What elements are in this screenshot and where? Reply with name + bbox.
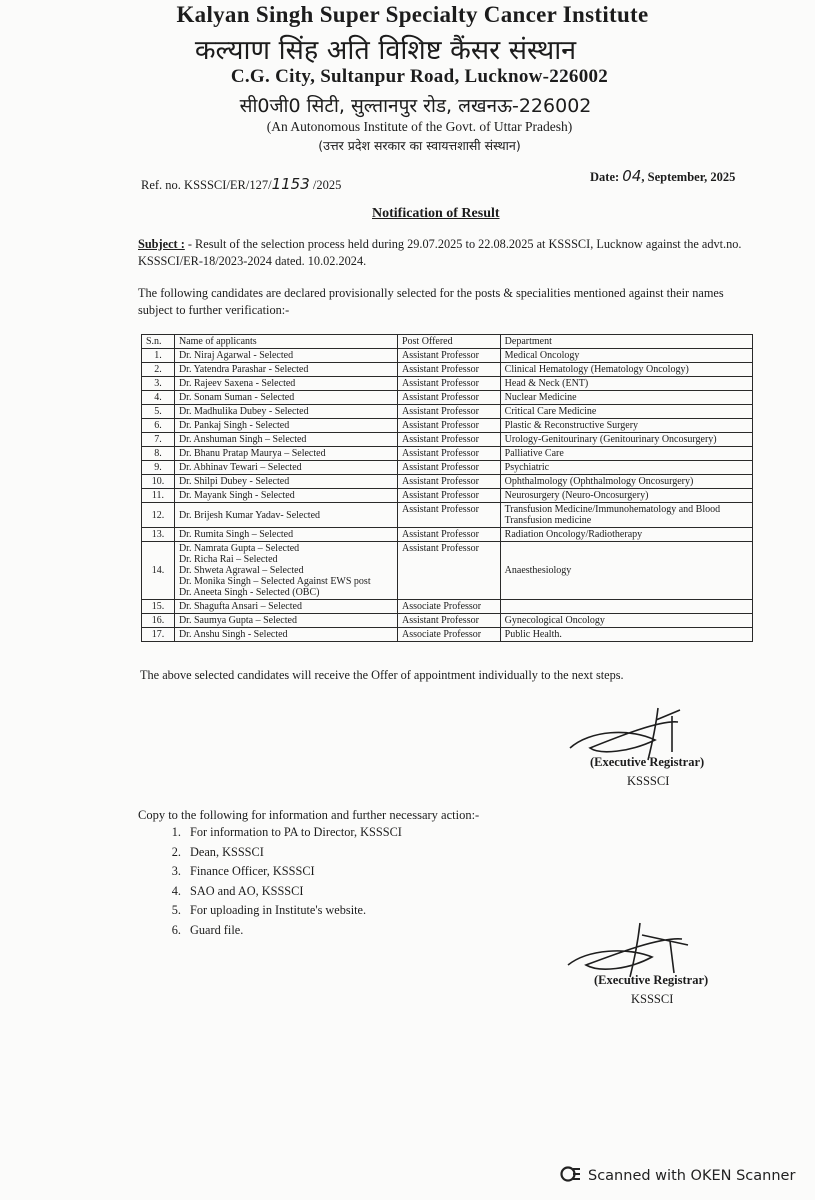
institute-address-english: C.G. City, Sultanpur Road, Lucknow-226002	[230, 66, 609, 87]
cell-post: Assistant Professor	[397, 405, 500, 419]
document-title: Notification of Result	[372, 206, 500, 221]
applicant-name: Dr. Shilpi Dubey - Selected	[178, 476, 290, 487]
signatory-role-2: (Executive Registrar)	[594, 973, 709, 987]
applicant-name: Dr. Madhulika Dubey - Selected	[178, 406, 309, 417]
institute-address-hindi: सी0जी0 सिटी, सुल्तानपुर रोड, लखनऊ-226002	[239, 95, 592, 117]
cell-department: Public Health.	[500, 628, 752, 642]
table-row	[142, 542, 753, 600]
cell-sn: 14.	[142, 542, 175, 600]
applicant-name: Dr. Shagufta Ansari – Selected	[178, 601, 302, 612]
cell-sn: 12.	[142, 503, 175, 528]
cell-department: Head & Neck (ENT)	[500, 377, 752, 391]
applicant-name: Dr. Aneeta Singh - Selected (OBC)	[178, 587, 320, 598]
cell-names	[174, 503, 397, 528]
closing-statement: The above selected candidates will receive the Offer of appointment individually to the next steps.	[140, 668, 624, 682]
list-item: 6. Guard file.	[184, 921, 402, 941]
signature-block-1	[560, 700, 760, 800]
reference-number	[141, 175, 341, 193]
subject-label: Subject :	[138, 237, 185, 251]
table-row	[142, 528, 753, 542]
cell-post: Assistant Professor	[397, 489, 500, 503]
applicant-name: Dr. Rumita Singh – Selected	[178, 529, 294, 540]
table-row	[142, 600, 753, 614]
cell-department: Clinical Hematology (Hematology Oncology)	[500, 363, 752, 377]
cell-names	[174, 542, 397, 600]
cell-names	[174, 461, 397, 475]
cell-sn: 1.	[142, 349, 175, 363]
cell-department: Nuclear Medicine	[500, 391, 752, 405]
cell-names	[174, 391, 397, 405]
cell-sn: 16.	[142, 614, 175, 628]
cell-sn: 10.	[142, 475, 175, 489]
applicant-name: Dr. Abhinav Tewari – Selected	[178, 462, 302, 473]
signatory-org-2: KSSSCI	[631, 992, 674, 1006]
table-row	[142, 461, 753, 475]
list-item: 1. For information to PA to Director, KSSSCI	[184, 823, 402, 843]
cell-post: Assistant Professor	[397, 475, 500, 489]
cell-department: Urology-Genitourinary (Genitourinary Oncosurgery)	[500, 433, 752, 447]
cell-names	[174, 475, 397, 489]
letter-date	[590, 167, 735, 185]
copy-to-list	[160, 823, 402, 941]
date-handwritten-day: 04	[622, 167, 642, 185]
cell-sn: 5.	[142, 405, 175, 419]
cell-post: Assistant Professor	[397, 447, 500, 461]
cell-department: Gynecological Oncology	[500, 614, 752, 628]
applicant-name: Dr. Bhanu Pratap Maurya – Selected	[178, 448, 326, 459]
header-post: Post Offered	[397, 335, 500, 349]
cell-sn: 3.	[142, 377, 175, 391]
cell-post: Assistant Professor	[397, 614, 500, 628]
ref-prefix: Ref. no. KSSSCI/ER/127/	[141, 178, 272, 192]
cell-sn: 2.	[142, 363, 175, 377]
intro-paragraph: The following candidates are declared provisionally selected for the posts & specialities mentioned against their names subject to further verification:-	[138, 286, 724, 317]
scanner-logo-icon	[560, 1165, 582, 1187]
cell-sn: 6.	[142, 419, 175, 433]
cell-names	[174, 377, 397, 391]
table-row	[142, 433, 753, 447]
applicant-name: Dr. Anshuman Singh – Selected	[178, 434, 307, 445]
cell-sn: 4.	[142, 391, 175, 405]
institute-subtitle-hindi: (उत्तर प्रदेश सरकार का स्वायत्तशासी संस्थान)	[318, 138, 521, 153]
cell-post: Assistant Professor	[397, 503, 500, 528]
cell-department: Palliative Care	[500, 447, 752, 461]
cell-sn: 9.	[142, 461, 175, 475]
date-suffix: , September, 2025	[641, 170, 736, 184]
applicant-name: Dr. Rajeev Saxena - Selected	[178, 378, 296, 389]
cell-department: Critical Care Medicine	[500, 405, 752, 419]
applicant-name: Dr. Shweta Agrawal – Selected	[178, 565, 304, 576]
date-prefix: Date:	[590, 170, 623, 184]
cell-department: Transfusion Medicine/Immunohematology and Blood Transfusion medicine	[500, 503, 752, 528]
table-header-row	[142, 335, 753, 349]
results-table	[141, 334, 753, 642]
cell-names	[174, 528, 397, 542]
cell-post: Assistant Professor	[397, 363, 500, 377]
cell-department	[500, 600, 752, 614]
cell-post: Assistant Professor	[397, 433, 500, 447]
cell-sn: 13.	[142, 528, 175, 542]
table-row	[142, 628, 753, 642]
table-row	[142, 377, 753, 391]
header-department: Department	[500, 335, 752, 349]
cell-post: Associate Professor	[397, 628, 500, 642]
applicant-name: Dr. Monika Singh – Selected Against EWS post	[178, 576, 371, 587]
cell-names	[174, 628, 397, 642]
list-item: 3. Finance Officer, KSSSCI	[184, 862, 402, 882]
table-row	[142, 405, 753, 419]
list-item: 5. For uploading in Institute's website.	[184, 901, 402, 921]
cell-names	[174, 405, 397, 419]
signature-block-2	[560, 915, 760, 1015]
cell-post: Assistant Professor	[397, 391, 500, 405]
list-item: 2. Dean, KSSSCI	[184, 843, 402, 863]
cell-names	[174, 614, 397, 628]
list-item: 4. SAO and AO, KSSSCI	[184, 882, 402, 902]
table-row	[142, 349, 753, 363]
cell-sn: 11.	[142, 489, 175, 503]
cell-post: Assistant Professor	[397, 349, 500, 363]
copy-to-heading: Copy to the following for information and further necessary action:-	[138, 808, 480, 822]
subject-line	[138, 236, 758, 270]
applicant-name: Dr. Brijesh Kumar Yadav- Selected	[178, 509, 321, 521]
institute-subtitle-english: (An Autonomous Institute of the Govt. of Uttar Pradesh)	[266, 119, 573, 134]
table-row	[142, 363, 753, 377]
cell-post: Assistant Professor	[397, 419, 500, 433]
cell-sn: 15.	[142, 600, 175, 614]
header-name: Name of applicants	[174, 335, 397, 349]
cell-names	[174, 363, 397, 377]
scanner-watermark	[560, 1165, 795, 1187]
table-row	[142, 447, 753, 461]
cell-sn: 8.	[142, 447, 175, 461]
cell-post: Assistant Professor	[397, 528, 500, 542]
applicant-name: Dr. Sonam Suman - Selected	[178, 392, 295, 403]
cell-sn: 7.	[142, 433, 175, 447]
signatory-org-1: KSSSCI	[627, 774, 670, 788]
ref-handwritten-number: 1153	[271, 175, 310, 193]
ref-suffix: /2025	[309, 178, 342, 192]
signatory-role-1: (Executive Registrar)	[590, 755, 705, 769]
institute-name-english: Kalyan Singh Super Specialty Cancer Institute	[176, 2, 649, 27]
cell-post: Associate Professor	[397, 600, 500, 614]
applicant-name: Dr. Yatendra Parashar - Selected	[178, 364, 309, 375]
cell-names	[174, 419, 397, 433]
applicant-name: Dr. Richa Rai – Selected	[178, 554, 278, 565]
cell-sn: 17.	[142, 628, 175, 642]
cell-post: Assistant Professor	[397, 542, 500, 600]
table-row	[142, 475, 753, 489]
subject-text: - Result of the selection process held during 29.07.2025 to 22.08.2025 at KSSSCI, Lucknow against the advt.no. KSSSCI/ER-18/2023-2024 dated. 10.02.2024.	[138, 237, 742, 268]
table-row	[142, 489, 753, 503]
cell-names	[174, 447, 397, 461]
cell-post: Assistant Professor	[397, 461, 500, 475]
table-row	[142, 419, 753, 433]
applicant-name: Dr. Mayank Singh - Selected	[178, 490, 295, 501]
scanner-watermark-text: Scanned with OKEN Scanner	[588, 1168, 796, 1184]
cell-department: Psychiatric	[500, 461, 752, 475]
cell-department: Ophthalmology (Ophthalmology Oncosurgery)	[500, 475, 752, 489]
cell-names	[174, 349, 397, 363]
applicant-name: Dr. Saumya Gupta – Selected	[178, 615, 297, 626]
cell-department: Neurosurgery (Neuro-Oncosurgery)	[500, 489, 752, 503]
table-row	[142, 391, 753, 405]
table-row	[142, 614, 753, 628]
table-row	[142, 503, 753, 528]
cell-department: Medical Oncology	[500, 349, 752, 363]
cell-names	[174, 600, 397, 614]
applicant-name: Dr. Niraj Agarwal - Selected	[178, 350, 294, 361]
applicant-name: Dr. Anshu Singh - Selected	[178, 629, 288, 640]
cell-department: Radiation Oncology/Radiotherapy	[500, 528, 752, 542]
applicant-name: Dr. Namrata Gupta – Selected	[178, 543, 300, 554]
cell-names	[174, 489, 397, 503]
header-sn: S.n.	[142, 335, 175, 349]
cell-names	[174, 433, 397, 447]
results-table-body	[142, 349, 753, 642]
cell-department: Plastic & Reconstructive Surgery	[500, 419, 752, 433]
cell-department: Anaesthesiology	[500, 542, 752, 600]
institute-name-hindi: कल्याण सिंह अति विशिष्ट कैंसर संस्थान	[194, 35, 577, 66]
cell-post: Assistant Professor	[397, 377, 500, 391]
applicant-name: Dr. Pankaj Singh - Selected	[178, 420, 290, 431]
